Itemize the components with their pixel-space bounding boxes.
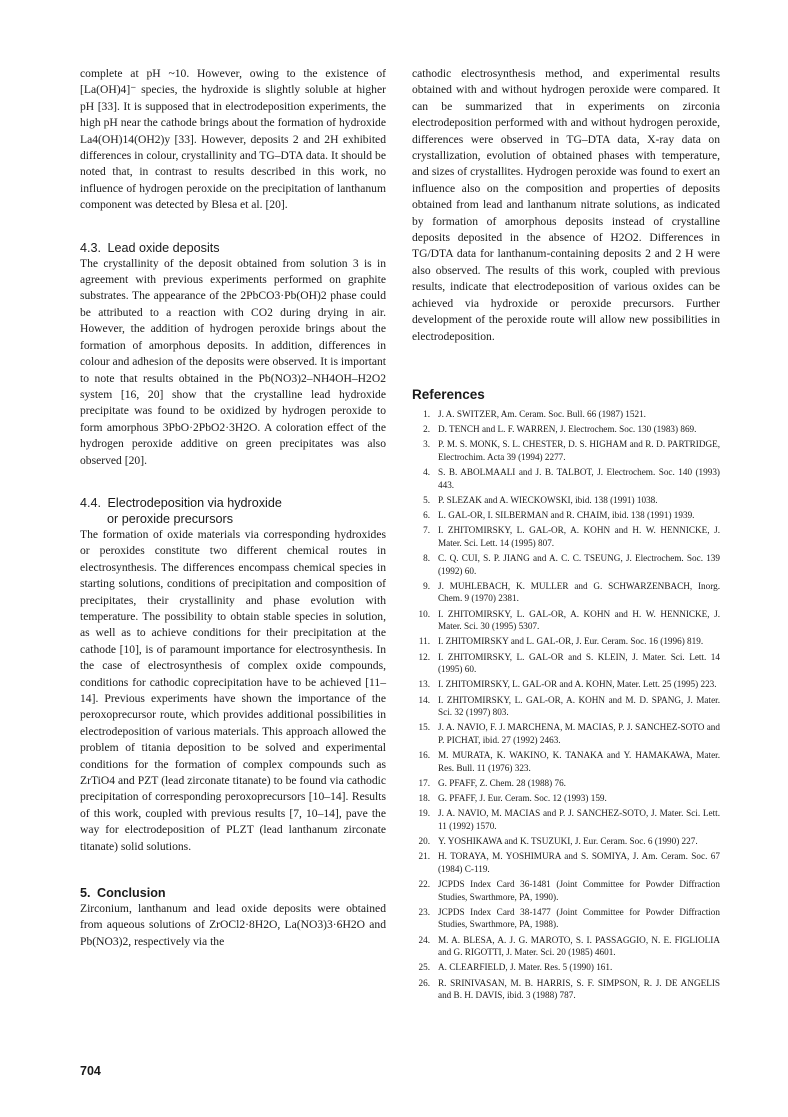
reference-number: 7. [423,525,430,536]
reference-item [412,408,720,421]
reference-text: M. MURATA, K. WAKINO, K. TANAKA and Y. HAMAKAWA, Mater. Res. Bull. 11 (1976) 323. [438,750,720,773]
reference-number: 8. [423,553,430,563]
reference-text: I. ZHITOMIRSKY and L. GAL-OR, J. Eur. Ceram. Soc. 16 (1996) 819. [438,636,704,647]
reference-text: L. GAL-OR, I. SILBERMAN and R. CHAIM, ibid. 138 (1991) 1939. [438,510,695,521]
reference-item [412,850,720,875]
section-heading-4-4 [80,495,386,527]
reference-text: I. ZHITOMIRSKY, L. GAL-OR and S. KLEIN, J. Mater. Sci. Lett. 14 (1995) 60. [438,651,720,675]
reference-item [412,906,720,931]
reference-item [412,635,720,648]
reference-number: 13. [418,679,430,690]
reference-text: I. ZHITOMIRSKY, L. GAL-OR, A. KOHN and H. W. HENNICKE, J. Mater. Sci. 30 (1995) 5307. [438,608,720,632]
reference-number: 16. [418,750,430,761]
reference-item [412,678,720,691]
references-list [412,408,720,1002]
body-paragraph-precursors: The formation of oxide materials via corresponding hydroxides or peroxides constitute two different chemical routes in electrosynthesis. The differences encompass chemical species in starting solutions, conditions of precipitation and composition of precipitates, their crystallinity and phase evolution with temperature. The possibility to obtain stable species in solution, as well as to achieve conditions for their precipitation at the cathode [10], is of paramount importance for electrosynthesis. In the case of electrosynthesis of complex oxide compounds, conditions for cathodic coprecipitation have to be achieved [11–14]. Previous experiments have shown the importance of the peroxoprecursor route, which provides additional possibilities in electrodeposition of various materials. This approach allowed the problem of titania deposition to be solved and experimental conditions for the formation of complex compounds such as ZrTiO4 and PZT (lead zirconate titanate) to be found via cathodic precipitation of corresponding peroxoprecursors [10–14]. Results of this work, coupled with previous results [7, 10–14], pave the way for electrodeposition of PLZT (lead lanthanum zirconate titanate) solid solutions. [80,527,386,853]
reference-number: 22. [418,878,430,889]
reference-number: 15. [418,722,430,733]
section-title: Conclusion [97,886,166,901]
reference-text: J. A. SWITZER, Am. Ceram. Soc. Bull. 66 (1987) 1521. [438,408,646,419]
references-heading: References [412,386,485,402]
reference-item [412,651,720,676]
section-number: 5. [80,886,91,901]
reference-number: 12. [418,651,430,662]
reference-item [412,524,720,549]
body-paragraph-conclusion-cont: cathodic electrosynthesis method, and experimental results obtained with and without hydrogen peroxide were compared. It can be summarized that in experiments on zirconia electrodeposition performed with and without hydrogen peroxide, differences were observed in TG–DTA data, X-ray data on crystallization, evolution of obtained phases with temperature, and sizes of crystallites. Hydrogen peroxide was found to exert an influence also on the composition and properties of deposits obtained from lead and lanthanum nitrate solutions, as indicated by formation of amorphous deposits instead of crystalline deposits deposited in the absence of H2O2. Differences in TG/DTA data for lanthanum-containing deposits 2 and 2 H were also observed. The results of this work, coupled with previous results, indicate that electrodeposition of various oxides can be achieved via hydroxide or peroxide precursors. Further development of the peroxide route will allow new possibilities in electrodeposition. [412,67,720,343]
reference-text: J. A. NAVIO, F. J. MARCHENA, M. MACIAS, P. J. SANCHEZ-SOTO and P. PICHAT, ibid. 27 (1992) 2463. [438,722,720,745]
right-column [412,66,720,1004]
reference-item [412,423,720,436]
reference-text: S. B. ABOLMAALI and J. B. TALBOT, J. Electrochem. Soc. 140 (1993) 443. [438,467,720,490]
reference-number: 17. [418,777,430,788]
section-heading-4-3 [80,240,386,256]
reference-item [412,835,720,848]
reference-text: J. MUHLEBACH, K. MULLER and G. SCHWARZENBACH, Inorg. Chem. 9 (1970) 2381. [438,580,720,604]
body-paragraph-lanthanum: complete at pH ~10. However, owing to the existence of [La(OH)4]⁻ species, the hydroxide is slightly soluble at higher pH [33]. It is supposed that in electrodeposition experiments, the high pH near the cathode brings about the formation of hydroxide La4(OH)14(OH2)y [33]. However, deposits 2 and 2H exhibited differences in colour, crystallinity and TG–DTA data. It should be noted that, in contrast to results described in this work, no influence of hydrogen peroxide on the precipitation of lanthanum component was detected by Blesa et al. [20]. [80,67,386,212]
page-number: 704 [80,1064,101,1078]
reference-text: D. TENCH and L. F. WARREN, J. Electrochem. Soc. 130 (1983) 869. [438,424,697,435]
reference-item [412,961,720,974]
reference-text: M. A. BLESA, A. J. G. MAROTO, S. I. PASSAGGIO, N. E. FIGLIOLIA and G. RIGOTTI, J. Mater. Sci. 20 (1985) 4601. [438,934,720,958]
reference-item [412,749,720,774]
reference-number: 2. [423,424,430,435]
reference-text: R. SRINIVASAN, M. B. HARRIS, S. F. SIMPSON, R. J. DE ANGELIS and B. H. DAVIS, ibid. 3 (1988) 787. [438,977,720,1001]
reference-number: 26. [418,977,430,988]
reference-item [412,721,720,746]
reference-text: G. PFAFF, Z. Chem. 28 (1988) 76. [438,777,566,788]
reference-number: 23. [418,906,430,917]
section-heading-5 [80,885,386,901]
body-paragraph-lead-oxide: The crystallinity of the deposit obtained from solution 3 is in agreement with previous experiments performed on graphite substrates. The appearance of the 2PbCO3·Pb(OH)2 phase could be attributed to a reaction with CO2 during drying in air. However, the addition of hydrogen peroxide brings about the formation of amorphous deposits. In addition, differences in colour and adhesion of the deposits were observed. It is important to note that results obtained in the Pb(NO3)2–NH4OH–H2O2 system [16, 20] show that the crystalline lead hydroxide precipitate was found to be oxidized by hydrogen peroxide to form amorphous 3PbO·2PbO2·3H2O. A coloration effect of the hydrogen peroxide additive on green precipitates was also observed [20]. [80,256,386,467]
reference-number: 25. [418,962,430,973]
reference-text: P. SLEZAK and A. WIECKOWSKI, ibid. 138 (1991) 1038. [438,494,658,505]
reference-item [412,694,720,719]
reference-text: I. ZHITOMIRSKY, L. GAL-OR, A. KOHN and H. W. HENNICKE, J. Mater. Sci. Lett. 14 (1995) 807. [438,525,720,548]
reference-number: 24. [418,934,430,945]
left-column [80,66,386,950]
reference-item [412,466,720,491]
reference-item [412,878,720,903]
reference-number: 9. [423,580,430,591]
reference-item [412,792,720,805]
reference-number: 21. [418,851,430,862]
reference-number: 6. [423,510,430,521]
reference-item [412,807,720,832]
reference-text: I. ZHITOMIRSKY, L. GAL-OR and A. KOHN, Mater. Lett. 25 (1995) 223. [438,679,717,690]
reference-number: 11. [418,636,430,647]
reference-text: I. ZHITOMIRSKY, L. GAL-OR, A. KOHN and M. D. SPANG, J. Mater. Sci. 32 (1997) 803. [438,694,720,718]
reference-number: 18. [418,793,430,804]
reference-number: 20. [418,836,430,846]
reference-number: 3. [423,439,430,450]
reference-text: P. M. S. MONK, S. L. CHESTER, D. S. HIGHAM and R. D. PARTRIDGE, Electrochim. Acta 39 (1994) 2277. [438,439,720,462]
reference-number: 1. [423,408,430,419]
reference-number: 14. [418,694,430,705]
reference-number: 5. [423,494,430,505]
reference-item [412,438,720,463]
section-number: 4.4. [80,495,102,510]
reference-item [412,580,720,605]
reference-text: JCPDS Index Card 38-1477 (Joint Committee for Powder Diffraction Studies, Swarthmore, PA, 1988). [438,906,720,930]
section-number: 4.3. [80,240,102,255]
reference-text: H. TORAYA, M. YOSHIMURA and S. SOMIYA, J. Am. Ceram. Soc. 67 (1984) C-119. [438,851,720,874]
reference-text: C. Q. CUI, S. P. JIANG and A. C. C. TSEUNG, J. Electrochem. Soc. 139 (1992) 60. [438,553,720,576]
reference-item [412,494,720,507]
reference-text: A. CLEARFIELD, J. Mater. Res. 5 (1990) 161. [438,962,613,973]
reference-number: 10. [418,608,430,619]
section-title: Lead oxide deposits [107,240,220,255]
body-paragraph-conclusion: Zirconium, lanthanum and lead oxide deposits were obtained from aqueous solutions of ZrOCl2·8H2O, La(NO3)3·6H2O and Pb(NO3)2, respectively via the [80,902,386,948]
reference-item [412,777,720,790]
reference-item [412,977,720,1002]
reference-item [412,509,720,522]
reference-item [412,608,720,633]
reference-text: G. PFAFF, J. Eur. Ceram. Soc. 12 (1993) 159. [438,793,607,804]
reference-item [412,934,720,959]
reference-text: J. A. NAVIO, M. MACIAS and P. J. SANCHEZ-SOTO, J. Mater. Sci. Lett. 11 (1992) 1570. [438,808,720,831]
reference-item [412,552,720,577]
section-title-line1: Electrodeposition via hydroxide [107,495,282,510]
reference-text: JCPDS Index Card 36-1481 (Joint Committee for Powder Diffraction Studies, Swarthmore, PA, 1990). [438,878,720,902]
reference-number: 19. [418,808,430,819]
section-title-line2: or peroxide precursors [107,511,233,526]
reference-text: Y. YOSHIKAWA and K. TSUZUKI, J. Eur. Ceram. Soc. 6 (1990) 227. [438,836,698,846]
reference-number: 4. [423,467,430,478]
